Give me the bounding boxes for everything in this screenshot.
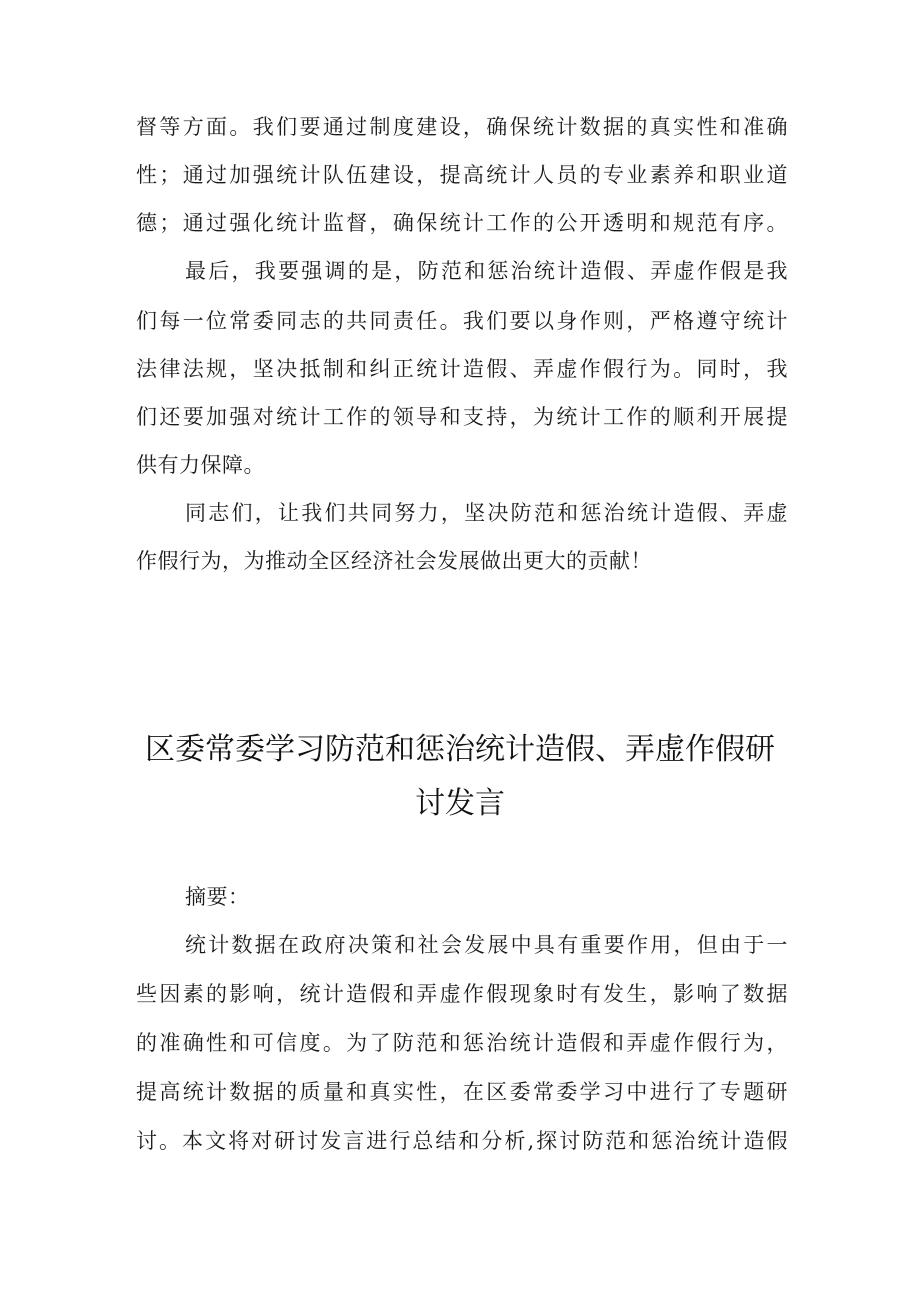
abstract-line-4: 提高统计数据的质量和真实性，在区委常委学习中进行了专题研 [136,1080,788,1104]
abstract-line-3: 的准确性和可信度。为了防范和惩治统计造假和弄虚作假行为， [136,1031,788,1055]
paragraph-2-line-3: 法律法规，坚决抵制和纠正统计造假、弄虚作假行为。同时，我 [136,357,788,381]
paragraph-3-line-1: 同志们，让我们共同努力，坚决防范和惩治统计造假、弄虚 [185,501,788,525]
abstract-line-5: 讨。本文将对研讨发言进行总结和分析,探讨防范和惩治统计造假 [136,1129,788,1153]
paragraph-2-line-2: 们每一位常委同志的共同责任。我们要以身作则，严格遵守统计 [136,309,788,333]
paragraph-1-line-3: 德；通过强化统计监督，确保统计工作的公开透明和规范有序。 [136,211,788,235]
paragraph-3-line-2: 作假行为，为推动全区经济社会发展做出更大的贡献！ [136,549,652,573]
paragraph-2-line-4: 们还要加强对统计工作的领导和支持，为统计工作的顺利开展提 [136,405,788,429]
paragraph-1-line-1: 督等方面。我们要通过制度建设，确保统计数据的真实性和准确 [136,115,788,139]
paragraph-2-line-5: 供有力保障。 [136,453,265,477]
document-title-line-2: 讨发言 [415,786,505,821]
document-title-line-1: 区委常委学习防范和惩治统计造假、弄虚作假研 [145,732,775,767]
abstract-line-2: 些因素的影响，统计造假和弄虚作假现象时有发生，影响了数据 [136,982,788,1006]
paragraph-1-line-2: 性；通过加强统计队伍建设，提高统计人员的专业素养和职业道 [136,163,788,187]
abstract-label: 摘要： [185,885,250,909]
abstract-line-1: 统计数据在政府决策和社会发展中具有重要作用，但由于一 [185,933,788,957]
paragraph-2-line-1: 最后，我要强调的是，防范和惩治统计造假、弄虚作假是我 [185,259,788,283]
